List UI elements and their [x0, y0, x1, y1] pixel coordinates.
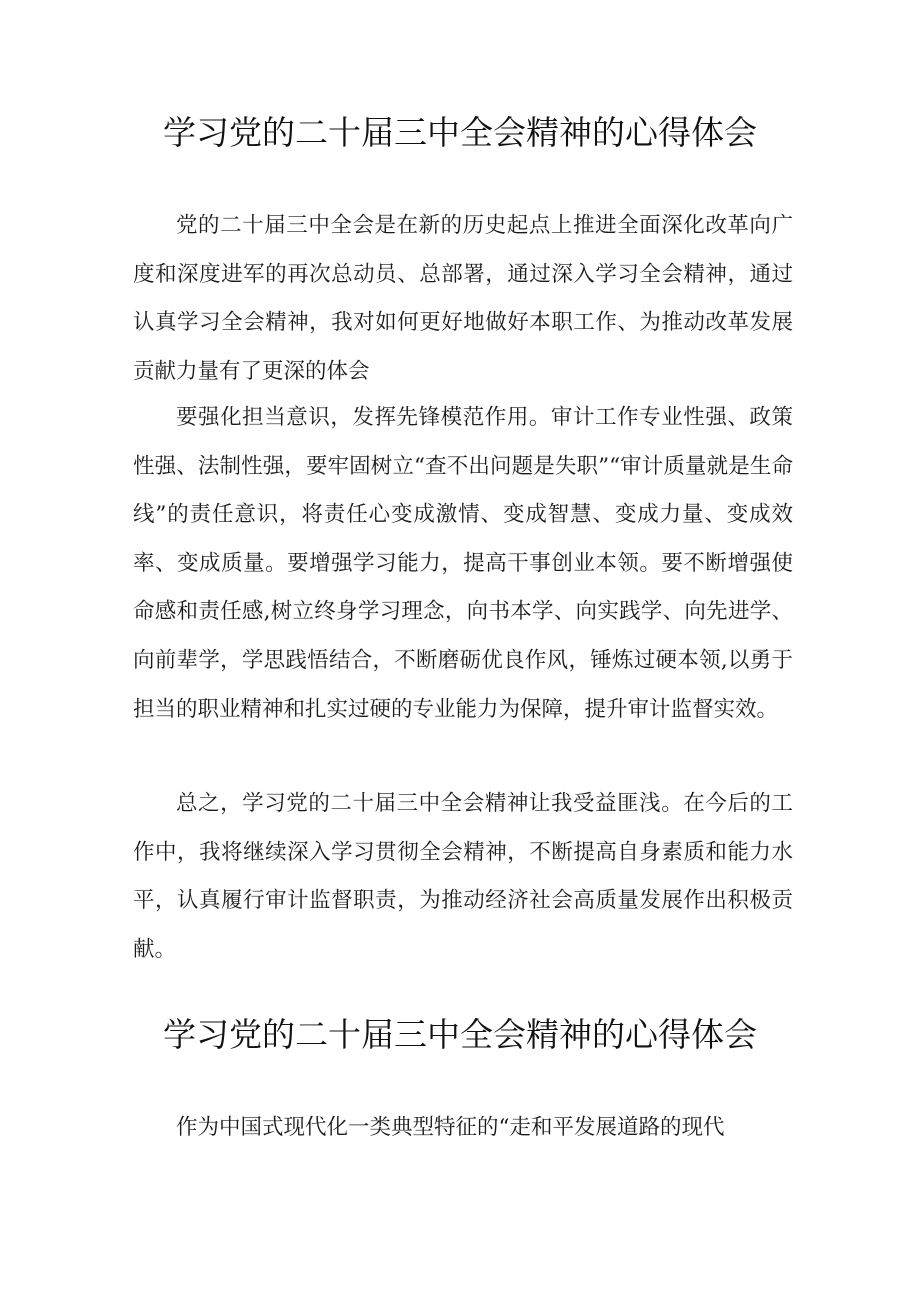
section-1-paragraph-1: 党的二十届三中全会是在新的历史起点上推进全面深化改革向广度和深度进军的再次总动员、总部署，通过深入学习全会精神，通过认真学习全会精神，我对如何更好地做好本职工作、为推动改革发展贡献力量有了更深的体会	[133, 213, 793, 384]
section-1-paragraph-2: 要强化担当意识，发挥先锋模范作用。审计工作专业性强、政策性强、法制性强，要牢固树立“查不出问题是失职”“审计质量就是生命线”的责任意识，将责任心变成激情、变成智慧、变成力量、变成效率、变成质量。要增强学习能力，提高干事创业本领。要不断增强使命感和责任感,树立终身学习理念，向书本学、向实践学、向先进学、向前辈学，学思践悟结合，不断磨砺优良作风，锤炼过硬本领,以勇于担当的职业精神和扎实过硬的专业能力为保障，提升审计监督实效。	[133, 405, 793, 722]
section-2-paragraph-1: 作为中国式现代化一类典型特征的“走和平发展道路的现代	[176, 1115, 725, 1140]
section-2-title: 学习党的二十届三中全会精神的心得体会	[163, 1015, 757, 1054]
section-1-title: 学习党的二十届三中全会精神的心得体会	[163, 113, 757, 152]
section-1-paragraph-3: 总之，学习党的二十届三中全会精神让我受益匪浅。在今后的工作中，我将继续深入学习贯彻全会精神，不断提高自身素质和能力水平，认真履行审计监督职责，为推动经济社会高质量发展作出积极贡献。	[133, 791, 793, 962]
